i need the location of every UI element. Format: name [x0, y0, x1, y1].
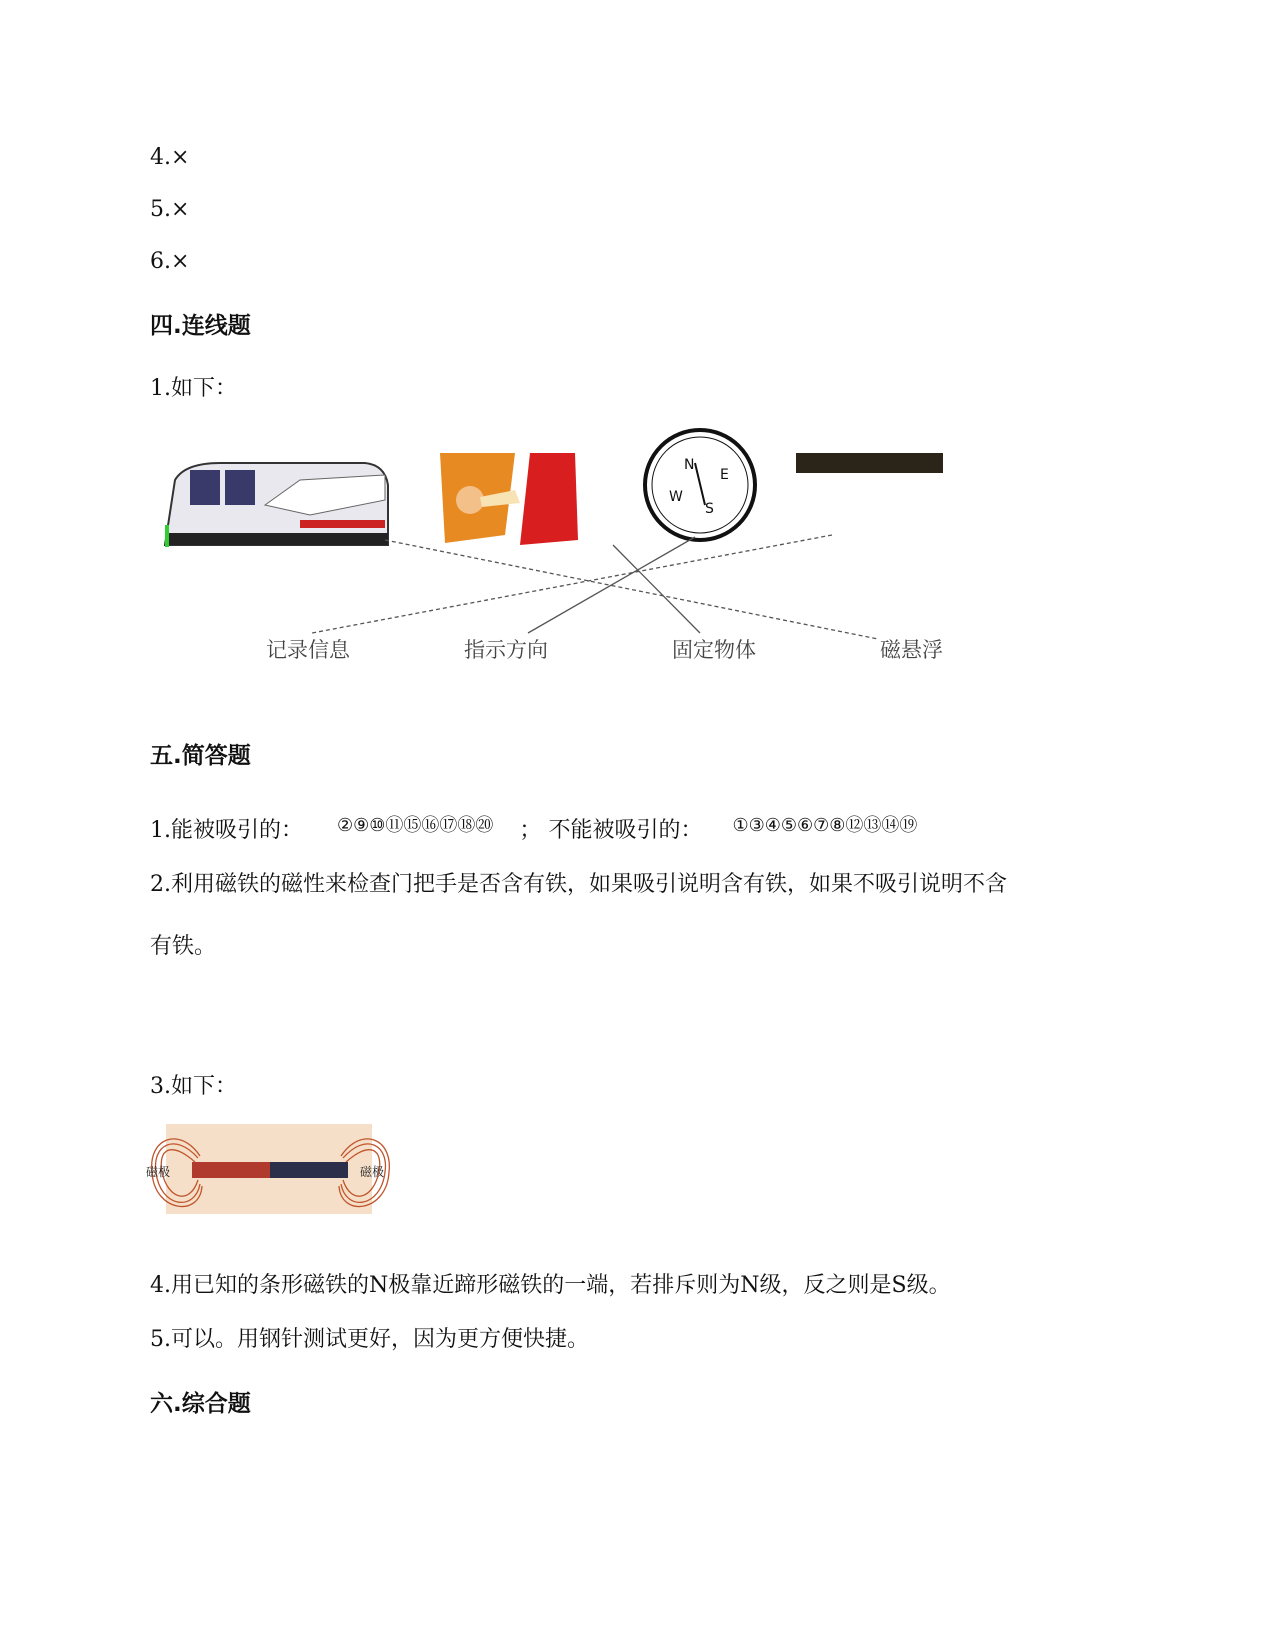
- magnet-red-half: [192, 1162, 270, 1178]
- section-4-heading: 四.连线题: [150, 313, 251, 339]
- magnet-blue-half: [270, 1162, 348, 1178]
- answer-6: 6.×: [150, 249, 190, 274]
- section-5-heading: 五.简答题: [150, 743, 251, 769]
- not-attracted-items: ①③④⑤⑥⑦⑧⑫⑬⑭⑲: [732, 815, 918, 836]
- section-5-item-3: 3.如下：: [150, 1074, 237, 1099]
- section-5-item-2-line-2: 有铁。: [150, 934, 217, 959]
- magnet-left-label: 磁极: [146, 1165, 171, 1179]
- compass-image: [645, 430, 755, 540]
- answer-4: 4.×: [150, 145, 190, 170]
- door-holder-image: [440, 453, 578, 545]
- section-5-item-5: 5.可以。用钢针测试更好，因为更方便快捷。: [150, 1327, 589, 1352]
- compass-e: E: [720, 467, 729, 483]
- section-5-item-2-line-1: 2.利用磁铁的磁性来检查门把手是否含有铁，如果吸引说明含有铁，如果不吸引说明不含: [150, 872, 1007, 897]
- section-5-item-1: [150, 813, 917, 844]
- item1-separator: ；: [519, 818, 542, 843]
- matching-figure: [160, 445, 1000, 705]
- bar-magnet-figure: [146, 1120, 410, 1220]
- maglev-train-image: [165, 463, 388, 547]
- section-4-item-1: 1.如下：: [150, 376, 237, 401]
- label-maglev: 磁悬浮: [880, 638, 943, 662]
- compass-n: N: [684, 457, 695, 473]
- recording-strip-image: [796, 453, 943, 473]
- section-5-item-4: 4.用已知的条形磁铁的N极靠近蹄形磁铁的一端，若排斥则为N级，反之则是S级。: [150, 1273, 951, 1298]
- magnet-right-label: 磁极: [360, 1165, 385, 1179]
- matching-lines: [312, 535, 878, 639]
- label-fix-object: 固定物体: [672, 638, 756, 662]
- section-6-heading: 六.综合题: [150, 1391, 251, 1417]
- item1-prefix: 1.能被吸引的：: [150, 818, 303, 843]
- answer-5: 5.×: [150, 197, 190, 222]
- label-record-info: 记录信息: [266, 638, 350, 662]
- item1-middle: 不能被吸引的：: [548, 818, 703, 843]
- attracted-items: ②⑨⑩⑪⑮⑯⑰⑱⑳: [337, 815, 494, 836]
- label-point-direction: 指示方向: [464, 638, 548, 662]
- compass-s: S: [705, 501, 714, 517]
- compass-w: W: [669, 489, 683, 505]
